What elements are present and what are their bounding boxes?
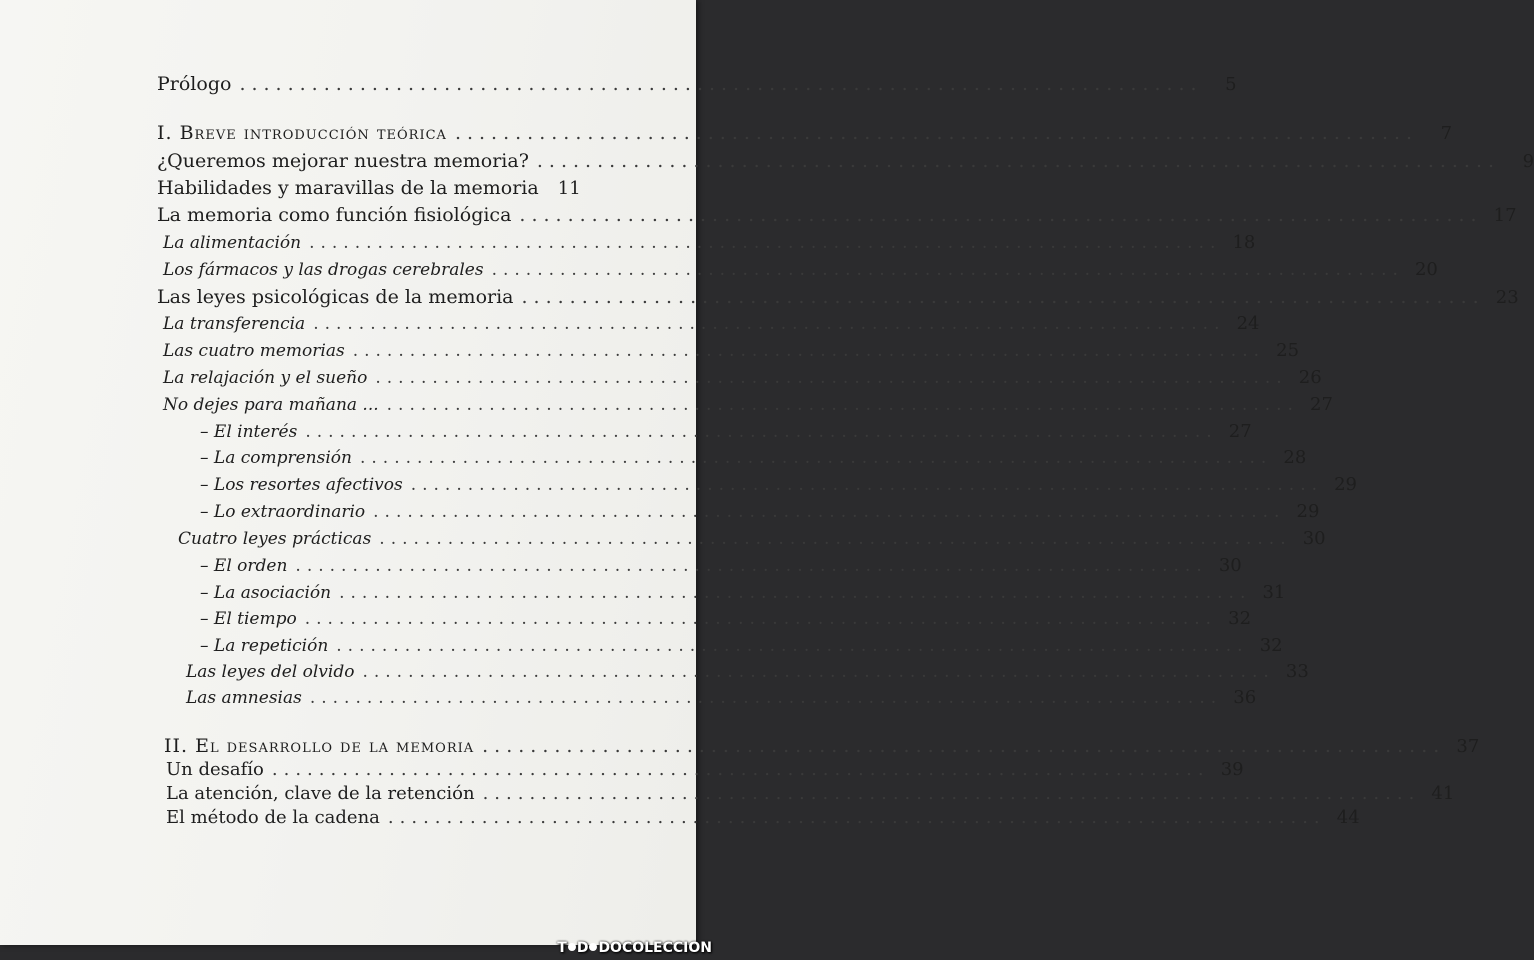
toc-subentry (178, 526, 1326, 552)
toc-entry-title: Cuatro leyes prácticas (178, 529, 372, 549)
toc-subsubentry (200, 419, 1252, 445)
toc-entry-title: Un desafío (166, 759, 264, 780)
toc-entry-page: 44 (1336, 807, 1360, 828)
toc-entry-title: Las cuatro memorias (163, 341, 345, 361)
toc-entry (166, 805, 1360, 831)
toc-subsubentry (200, 606, 1252, 632)
toc-entry-title: – El orden (200, 556, 288, 576)
toc-entry-title: Habilidades y maravillas de la memoria (157, 177, 539, 199)
toc-entry-page: 29 (1296, 501, 1320, 522)
toc-entry-page: 28 (1283, 447, 1307, 468)
dot-leader: ................................................................................ (295, 556, 1208, 576)
dot-leader: ................................................................................ (309, 688, 1223, 708)
toc-entry-page: 26 (1298, 367, 1322, 388)
dot-leader: ................................................................................ (309, 233, 1222, 253)
toc-subentry (163, 392, 1333, 418)
toc-entry-title: – La comprensión (200, 448, 352, 468)
toc-entry-page: 36 (1233, 687, 1257, 708)
toc-subsubentry (200, 553, 1242, 579)
toc-entry-title: La alimentación (163, 233, 302, 253)
toc-subsubentry (200, 633, 1283, 659)
toc-entry-page: 32 (1259, 635, 1283, 656)
toc-subentry (163, 365, 1322, 391)
toc-entry-page: 30 (1302, 528, 1326, 549)
toc-entry-title: – Lo extraordinario (200, 502, 366, 522)
dot-leader: ................................................................................ (304, 609, 1218, 629)
toc-entry-page: 30 (1218, 555, 1242, 576)
toc-entry (157, 284, 1519, 311)
toc-entry (166, 781, 1455, 807)
dot-leader: ................................................................................ (362, 662, 1275, 682)
toc-entry (157, 202, 1517, 229)
toc-entry-title: Las leyes psicológicas de la memoria (157, 286, 514, 308)
toc-subentry (163, 338, 1300, 364)
watermark-text-end: DOCOLECCION (598, 940, 712, 956)
dot-leader: ................................................................................ (373, 502, 1286, 522)
toc-entry-title: – La repetición (200, 636, 329, 656)
dot-leader: ................................................................................ (410, 475, 1324, 495)
toc-chapter-2 (164, 733, 1480, 760)
watermark-logo (557, 940, 712, 956)
toc-entry (157, 148, 1534, 175)
toc-entry-page: 9 (1522, 151, 1534, 172)
dot-leader: ................................................................................ (352, 341, 1266, 361)
toc-entry-title: No dejes para mañana ... (163, 395, 379, 415)
toc-entry-title: La relajación y el sueño (163, 368, 368, 388)
dot-leader: ................................................................................ (519, 204, 1483, 226)
toc-entry-title: La transferencia (163, 314, 306, 334)
toc-entry-page: 24 (1236, 313, 1260, 334)
toc-subsubentry (200, 499, 1320, 525)
toc-entry-page: 29 (1334, 474, 1358, 495)
toc-entry-title: ¿Queremos mejorar nuestra memoria? (157, 150, 529, 172)
toc-entry-page: 39 (1220, 759, 1244, 780)
toc-entry-page: 27 (1228, 421, 1252, 442)
toc-subsubentry (200, 472, 1358, 498)
toc-entry-title: Prólogo (157, 73, 232, 95)
toc-entry-title: – El interés (200, 422, 298, 442)
toc-entry-page: 27 (1310, 394, 1333, 415)
toc-subentry (163, 257, 1438, 283)
dot-leader: ................................................................................ (386, 395, 1299, 415)
toc-entry-title: Los fármacos y las drogas cerebrales (163, 260, 484, 280)
dot-leader: ................................................................................ (454, 122, 1419, 144)
toc-subsubentry (200, 445, 1307, 471)
dot-leader: ................................................................................ (387, 807, 1326, 828)
dot-leader: ................................................................................ (482, 735, 1446, 757)
toc-entry-title: – Los resortes afectivos (200, 475, 403, 495)
ball-icon (568, 943, 576, 951)
toc-entry-title: La memoria como función fisiológica (157, 204, 512, 226)
toc-entry-page: 17 (1493, 205, 1517, 226)
toc-entry-prologo (157, 71, 1237, 98)
toc-entry-page: 32 (1228, 608, 1252, 629)
toc-chapter-1 (157, 120, 1453, 147)
dot-leader: ................................................................................ (536, 150, 1501, 172)
toc-subentry (163, 230, 1256, 256)
dot-leader: ................................................................................ (339, 583, 1252, 603)
dot-leader: ................................................................................ (313, 314, 1226, 334)
toc-entry-title: Las amnesias (186, 688, 302, 708)
watermark-text-mid: D (576, 940, 589, 956)
toc-entry-title: El método de la cadena (166, 807, 380, 828)
dot-leader: ................................................................................ (336, 636, 1249, 656)
toc-entry-title: II. El desarrollo de la memoria (164, 735, 475, 757)
dot-leader: ................................................................................ (271, 759, 1210, 780)
toc-entry-page: 41 (1431, 783, 1455, 804)
toc-entry-page: 33 (1285, 661, 1309, 682)
dot-leader: ................................................................................ (521, 286, 1485, 308)
toc-subentry (163, 311, 1260, 337)
toc-entry-title: I. Breve introducción teórica (157, 122, 447, 144)
toc-entry-title: – El tiempo (200, 609, 297, 629)
toc-entry-page: 5 (1225, 74, 1237, 95)
toc-entry-page: 25 (1276, 340, 1300, 361)
dot-leader: ................................................................................ (305, 422, 1218, 442)
toc-entry-title: La atención, clave de la retención (166, 783, 475, 804)
toc-entry (166, 757, 1244, 783)
toc-entry-page: 37 (1456, 736, 1480, 757)
toc-entry-page: 18 (1232, 232, 1256, 253)
dot-leader: ................................................................................ (482, 783, 1421, 804)
toc-subsubentry (200, 580, 1286, 606)
toc-entry-page: 11 (557, 178, 581, 199)
dot-leader: ................................................................................ (359, 448, 1273, 468)
watermark-text-start: T (557, 940, 567, 956)
dot-leader: ................................................................................ (239, 73, 1203, 95)
dot-leader: ................................................................................ (375, 368, 1288, 388)
dot-leader: ................................................................................ (379, 529, 1292, 549)
ball-icon (589, 943, 597, 951)
toc-entry (157, 175, 581, 202)
toc-entry-page: 23 (1495, 287, 1519, 308)
toc-entry-page: 20 (1414, 259, 1438, 280)
dot-leader: ................................................................................ (491, 260, 1404, 280)
toc-entry-title: – La asociación (200, 583, 332, 603)
toc-subentry (186, 685, 1257, 711)
toc-subentry (186, 659, 1309, 685)
toc-entry-page: 31 (1262, 582, 1286, 603)
toc-entry-title: Las leyes del olvido (186, 662, 355, 682)
toc-entry-page: 7 (1440, 123, 1453, 144)
